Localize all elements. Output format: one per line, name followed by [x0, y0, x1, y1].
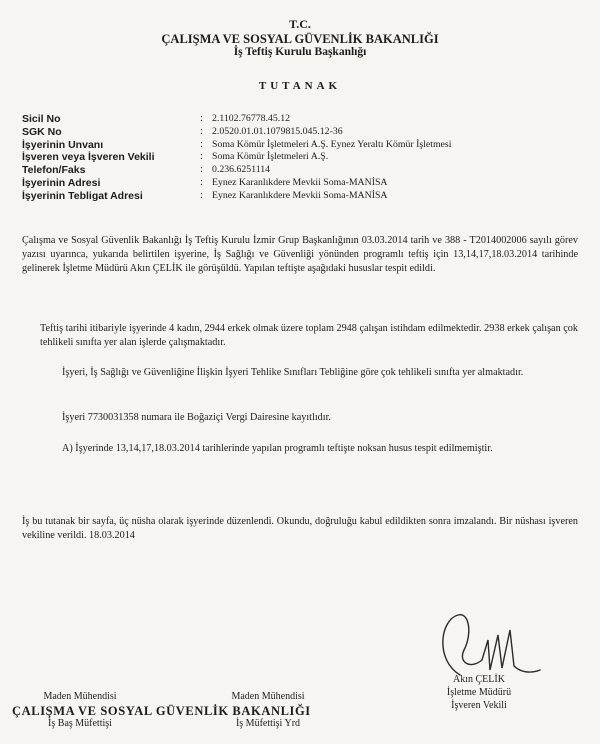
- info-row: [22, 113, 582, 126]
- info-label: İşyerinin Unvanı: [22, 138, 104, 151]
- info-colon: :: [200, 138, 203, 150]
- signatory-title: Maden Mühendisi: [231, 691, 305, 702]
- info-row: [22, 190, 582, 203]
- paragraph-hazard-class: İşyeri, İş Sağlığı ve Güvenliğine İlişkin İşyeri Tehlike Sınıfları Tebliğine göre çok tehlikeli sınıfta yer almaktadır.: [62, 367, 524, 378]
- paragraph-intro: Çalışma ve Sosyal Güvenlik Bakanlığı İş Teftiş Kurulu İzmir Grup Başkanlığının 03.03.2014 tarih ve 388 - T2014002006 sayılı görev yazısı uyarınca, yukarıda belirtilen işyerine, İş Sağlığı ve Güvenliği yönünden programlı teftiş için 13,14,17,18.03.2014 tarihinde gelinerek İşletme Müdürü Akın ÇELİK ile görüşüldü. Yapılan teftişte aşağıdaki hususlar tespit edildi.: [22, 235, 578, 274]
- info-colon: :: [200, 189, 203, 201]
- info-value: Eynez Karanlıkdere Mevkii Soma-MANİSA: [212, 176, 388, 188]
- info-colon: :: [200, 164, 203, 176]
- info-row: [22, 177, 582, 190]
- signatory-chief-inspector: [30, 690, 130, 703]
- header-ministry: ÇALIŞMA VE SOSYAL GÜVENLİK BAKANLIĞI: [161, 32, 439, 46]
- paragraph-employees: Teftiş tarihi itibariyle işyerinde 4 kadın, 2944 erkek olmak üzere toplam 2948 çalışan istihdam edilmektedir. 2938 erkek çalışan çok tehlikeli sınıfta yer alan işlerde çalışmaktadır.: [40, 323, 578, 348]
- info-colon: :: [200, 151, 203, 163]
- signatory-employer-representative: [414, 673, 544, 712]
- header-tc: T.C.: [289, 17, 311, 31]
- info-label: Sicil No: [22, 113, 61, 125]
- signatory-title: Maden Mühendisi: [43, 691, 117, 702]
- info-label: İşyerinin Tebligat Adresi: [22, 189, 143, 202]
- paragraph-findings: A) İşyerinde 13,14,17,18.03.2014 tarihlerinde yapılan programlı teftişte noksan husus tespit edilmemiştir.: [62, 443, 493, 454]
- paragraph-closing: İş bu tutanak bir sayfa, üç nüsha olarak işyerinde düzenlendi. Okundu, doğruluğu kabul edildikten sonra imzalandı. Bir nüshası işveren vekiline verildi. 18.03.2014: [22, 516, 578, 541]
- info-row: [22, 151, 582, 164]
- info-label: İşveren veya İşveren Vekili: [22, 151, 155, 164]
- info-value: Soma Kömür İşletmeleri A.Ş. Eynez Yeraltı Kömür İşletmesi: [212, 138, 452, 150]
- info-value: 0.236.6251114: [212, 164, 271, 176]
- signatory-position: İşletme Müdürü: [446, 687, 512, 698]
- info-row: [22, 139, 582, 152]
- info-row: [22, 164, 582, 177]
- info-colon: :: [200, 125, 203, 137]
- info-label: SGK No: [22, 125, 62, 138]
- info-colon: :: [200, 176, 203, 188]
- info-value: Eynez Karanlıkdere Mevkii Soma-MANİSA: [212, 189, 388, 201]
- header-board: İş Teftiş Kurulu Başkanlığı: [233, 46, 367, 58]
- signatory-name: Akın ÇELİK: [453, 674, 505, 685]
- info-table: [22, 113, 582, 203]
- info-label: Telefon/Faks: [22, 164, 86, 177]
- info-value: 2.0520.01.01.1079815.045.12-36: [212, 125, 343, 137]
- signatory-assistant-inspector-role: İş Müfettişi Yrd: [235, 718, 301, 729]
- paragraph-tax-office: İşyeri 7730031358 numara ile Boğaziçi Vergi Dairesine kayıtlıdır.: [62, 412, 331, 423]
- info-value: Soma Kömür İşletmeleri A.Ş.: [212, 151, 329, 163]
- info-colon: :: [200, 113, 203, 124]
- info-value: 2.1102.76778.45.12: [212, 113, 291, 124]
- signatory-assistant-inspector: [208, 690, 328, 703]
- signatory-role: İşveren Vekili: [451, 700, 507, 711]
- info-row: [22, 126, 582, 139]
- signatory-chief-inspector-role: İş Baş Müfettişi: [48, 718, 112, 729]
- ministry-stamp: ÇALIŞMA VE SOSYAL GÜVENLİK BAKANLIĞI: [12, 704, 311, 718]
- info-label: İşyerinin Adresi: [22, 176, 101, 189]
- document-title: TUTANAK: [258, 80, 342, 92]
